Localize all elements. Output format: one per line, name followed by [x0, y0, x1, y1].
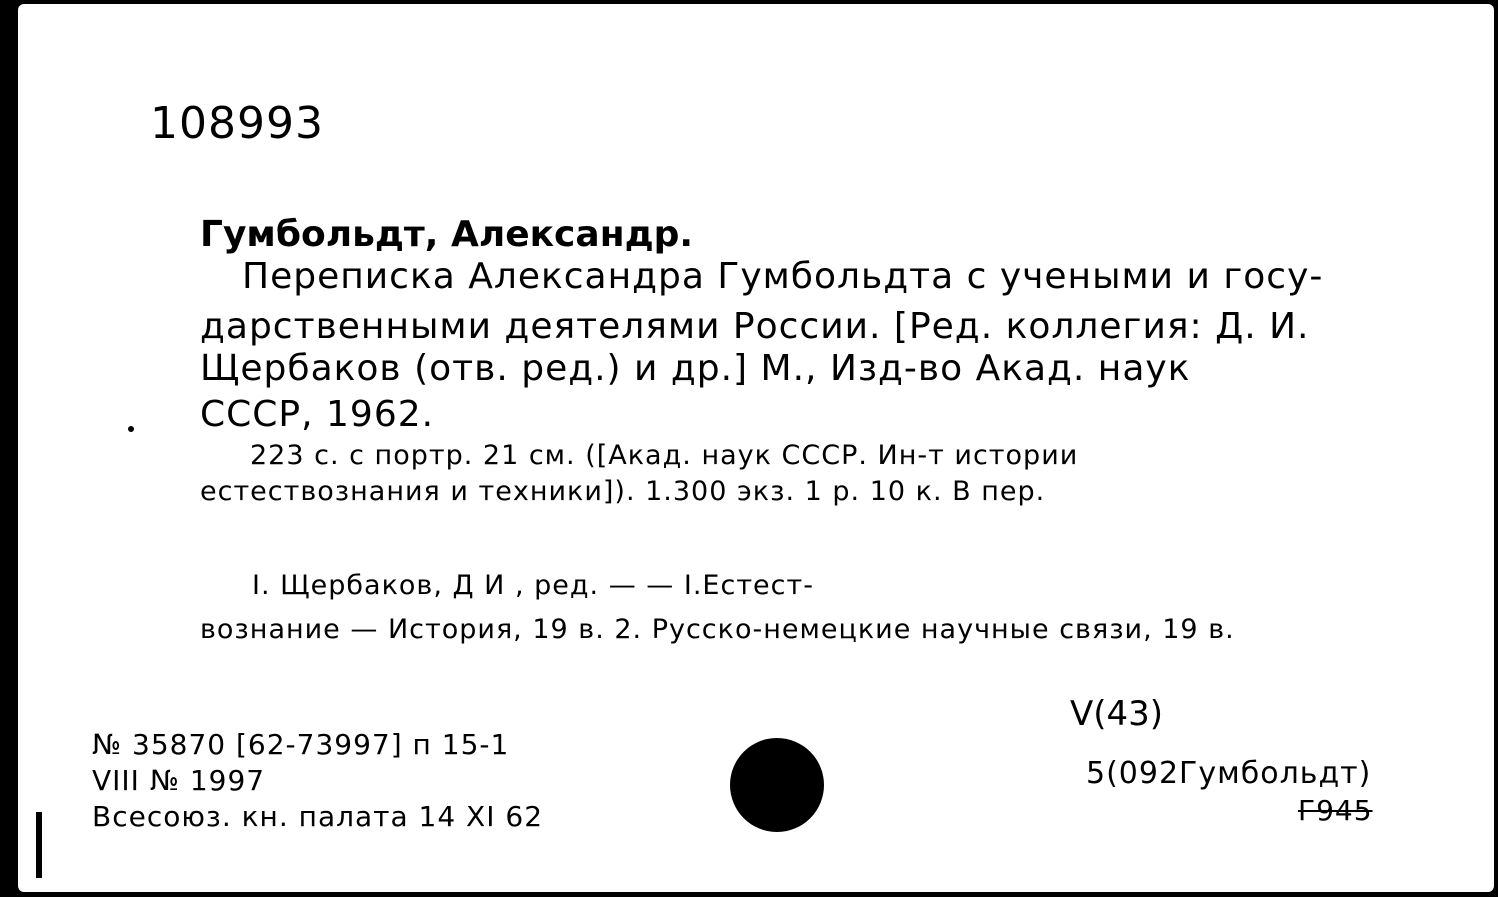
edge-mark: [36, 812, 42, 878]
author-mark: Г945: [1298, 794, 1373, 827]
registry-line-3: Всесоюз. кн. палата 14 XI 62: [92, 800, 544, 833]
registry-line-2: VIII № 1997: [92, 764, 266, 797]
punch-dot: [128, 426, 134, 432]
class-number: 5(092Гумбольдт): [1086, 756, 1372, 791]
tracing-line-1: I. Щербаков, Д И , ред. — — I.Естест-: [252, 570, 814, 601]
registry-line-1: № 35870 [62-73997] п 15-1: [92, 728, 510, 761]
catalog-card: [18, 4, 1494, 892]
handwritten-code: V(43): [1070, 694, 1164, 734]
collation-line-2: естествознания и техники]). 1.300 экз. 1 р. 10 к. В пер.: [200, 476, 1046, 507]
collation-line-1: 223 с. с портр. 21 см. ([Акад. наук СССР. Ин-т истории: [250, 440, 1079, 471]
punch-hole: [730, 738, 824, 832]
accession-number: 108993: [150, 98, 324, 149]
body-line-4: СССР, 1962.: [200, 394, 435, 435]
body-line-1: Переписка Александра Гумбольдта с учеными и госу-: [242, 256, 1324, 297]
body-line-3: Щербаков (отв. ред.) и др.] М., Изд-во Акад. наук: [200, 348, 1191, 389]
author-heading: Гумбольдт, Александр.: [200, 214, 694, 255]
body-line-2: дарственными деятелями России. [Ред. коллегия: Д. И.: [200, 306, 1310, 347]
tracing-line-2: вознание — История, 19 в. 2. Русско-немецкие научные связи, 19 в.: [200, 614, 1235, 645]
